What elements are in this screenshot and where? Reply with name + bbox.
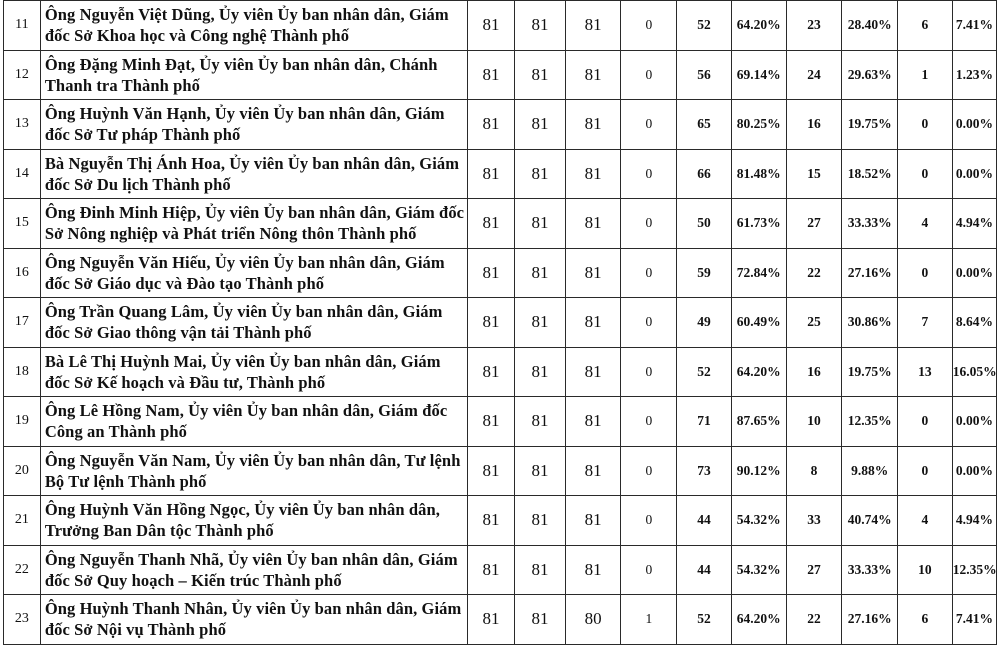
vote-results-sheet — [3, 0, 997, 645]
ballots-issued-cell: 81 — [515, 446, 565, 496]
confidence-pct-cell: 40.74% — [842, 496, 898, 546]
ballots-collected-cell: 81 — [565, 446, 621, 496]
total-delegates-cell: 81 — [467, 545, 514, 595]
high-confidence-pct-cell: 81.48% — [731, 149, 786, 199]
invalid-ballots-cell: 0 — [621, 446, 677, 496]
confidence-count-cell: 16 — [786, 347, 842, 397]
invalid-ballots-cell: 0 — [621, 545, 677, 595]
ballots-collected-cell: 81 — [565, 347, 621, 397]
name-position-cell: Ông Huỳnh Văn Hạnh, Ủy viên Ủy ban nhân dân, Giám đốc Sở Tư pháp Thành phố — [40, 100, 467, 150]
name-position-cell: Ông Huỳnh Văn Hồng Ngọc, Ủy viên Ủy ban nhân dân, Trưởng Ban Dân tộc Thành phố — [40, 496, 467, 546]
confidence-pct-cell: 27.16% — [842, 248, 898, 298]
confidence-pct-cell: 12.35% — [842, 397, 898, 447]
low-confidence-pct-cell: 16.05% — [952, 347, 996, 397]
total-delegates-cell: 81 — [467, 248, 514, 298]
name-position-cell: Ông Lê Hồng Nam, Ủy viên Ủy ban nhân dân, Giám đốc Công an Thành phố — [40, 397, 467, 447]
total-delegates-cell: 81 — [467, 199, 514, 249]
confidence-pct-cell: 28.40% — [842, 1, 898, 51]
low-confidence-pct-cell: 0.00% — [952, 248, 996, 298]
confidence-count-cell: 27 — [786, 199, 842, 249]
total-delegates-cell: 81 — [467, 50, 514, 100]
confidence-count-cell: 22 — [786, 248, 842, 298]
invalid-ballots-cell: 0 — [621, 149, 677, 199]
table-row — [4, 1, 997, 51]
ballots-issued-cell: 81 — [515, 347, 565, 397]
high-confidence-count-cell: 52 — [677, 595, 732, 645]
row-number-cell: 20 — [4, 446, 41, 496]
table-row — [4, 50, 997, 100]
confidence-pct-cell: 27.16% — [842, 595, 898, 645]
ballots-collected-cell: 81 — [565, 248, 621, 298]
confidence-pct-cell: 19.75% — [842, 100, 898, 150]
confidence-pct-cell: 19.75% — [842, 347, 898, 397]
row-number-cell: 22 — [4, 545, 41, 595]
row-number-cell: 17 — [4, 298, 41, 348]
low-confidence-count-cell: 6 — [898, 1, 953, 51]
table-row — [4, 199, 997, 249]
confidence-count-cell: 33 — [786, 496, 842, 546]
confidence-count-cell: 15 — [786, 149, 842, 199]
ballots-issued-cell: 81 — [515, 199, 565, 249]
high-confidence-pct-cell: 54.32% — [731, 545, 786, 595]
low-confidence-pct-cell: 0.00% — [952, 100, 996, 150]
high-confidence-count-cell: 56 — [677, 50, 732, 100]
low-confidence-pct-cell: 1.23% — [952, 50, 996, 100]
name-position-cell: Ông Nguyễn Thanh Nhã, Ủy viên Ủy ban nhân dân, Giám đốc Sở Quy hoạch – Kiến trúc Thành phố — [40, 545, 467, 595]
high-confidence-pct-cell: 64.20% — [731, 1, 786, 51]
high-confidence-count-cell: 44 — [677, 496, 732, 546]
invalid-ballots-cell: 0 — [621, 347, 677, 397]
name-position-cell: Bà Nguyễn Thị Ánh Hoa, Ủy viên Ủy ban nhân dân, Giám đốc Sở Du lịch Thành phố — [40, 149, 467, 199]
low-confidence-pct-cell: 0.00% — [952, 149, 996, 199]
low-confidence-pct-cell: 0.00% — [952, 397, 996, 447]
ballots-issued-cell: 81 — [515, 595, 565, 645]
table-row — [4, 545, 997, 595]
confidence-pct-cell: 33.33% — [842, 199, 898, 249]
low-confidence-count-cell: 4 — [898, 496, 953, 546]
total-delegates-cell: 81 — [467, 397, 514, 447]
confidence-pct-cell: 29.63% — [842, 50, 898, 100]
high-confidence-count-cell: 73 — [677, 446, 732, 496]
ballots-collected-cell: 81 — [565, 50, 621, 100]
ballots-issued-cell: 81 — [515, 149, 565, 199]
low-confidence-count-cell: 0 — [898, 100, 953, 150]
low-confidence-count-cell: 0 — [898, 446, 953, 496]
confidence-pct-cell: 30.86% — [842, 298, 898, 348]
invalid-ballots-cell: 0 — [621, 397, 677, 447]
ballots-issued-cell: 81 — [515, 496, 565, 546]
row-number-cell: 16 — [4, 248, 41, 298]
confidence-pct-cell: 33.33% — [842, 545, 898, 595]
name-position-cell: Ông Đặng Minh Đạt, Ủy viên Ủy ban nhân dân, Chánh Thanh tra Thành phố — [40, 50, 467, 100]
confidence-count-cell: 16 — [786, 100, 842, 150]
name-position-cell: Ông Đinh Minh Hiệp, Ủy viên Ủy ban nhân dân, Giám đốc Sở Nông nghiệp và Phát triển Nông thôn Thành phố — [40, 199, 467, 249]
confidence-pct-cell: 18.52% — [842, 149, 898, 199]
ballots-collected-cell: 81 — [565, 100, 621, 150]
high-confidence-count-cell: 71 — [677, 397, 732, 447]
low-confidence-count-cell: 13 — [898, 347, 953, 397]
ballots-collected-cell: 81 — [565, 545, 621, 595]
invalid-ballots-cell: 0 — [621, 100, 677, 150]
table-row — [4, 100, 997, 150]
row-number-cell: 23 — [4, 595, 41, 645]
confidence-count-cell: 8 — [786, 446, 842, 496]
name-position-cell: Ông Nguyễn Việt Dũng, Ủy viên Ủy ban nhân dân, Giám đốc Sở Khoa học và Công nghệ Thành phố — [40, 1, 467, 51]
ballots-issued-cell: 81 — [515, 397, 565, 447]
invalid-ballots-cell: 0 — [621, 298, 677, 348]
low-confidence-count-cell: 1 — [898, 50, 953, 100]
ballots-collected-cell: 81 — [565, 149, 621, 199]
ballots-issued-cell: 81 — [515, 100, 565, 150]
ballots-issued-cell: 81 — [515, 50, 565, 100]
row-number-cell: 15 — [4, 199, 41, 249]
name-position-cell: Bà Lê Thị Huỳnh Mai, Ủy viên Ủy ban nhân dân, Giám đốc Sở Kế hoạch và Đầu tư, Thành phố — [40, 347, 467, 397]
confidence-pct-cell: 9.88% — [842, 446, 898, 496]
high-confidence-pct-cell: 90.12% — [731, 446, 786, 496]
ballots-issued-cell: 81 — [515, 298, 565, 348]
total-delegates-cell: 81 — [467, 149, 514, 199]
total-delegates-cell: 81 — [467, 496, 514, 546]
high-confidence-count-cell: 65 — [677, 100, 732, 150]
row-number-cell: 18 — [4, 347, 41, 397]
confidence-vote-table — [3, 0, 997, 645]
ballots-collected-cell: 80 — [565, 595, 621, 645]
total-delegates-cell: 81 — [467, 100, 514, 150]
invalid-ballots-cell: 0 — [621, 248, 677, 298]
ballots-issued-cell: 81 — [515, 248, 565, 298]
high-confidence-count-cell: 66 — [677, 149, 732, 199]
ballots-collected-cell: 81 — [565, 496, 621, 546]
total-delegates-cell: 81 — [467, 298, 514, 348]
confidence-count-cell: 23 — [786, 1, 842, 51]
low-confidence-count-cell: 0 — [898, 397, 953, 447]
high-confidence-pct-cell: 54.32% — [731, 496, 786, 546]
table-row — [4, 347, 997, 397]
table-body — [4, 1, 997, 645]
low-confidence-count-cell: 10 — [898, 545, 953, 595]
row-number-cell: 21 — [4, 496, 41, 546]
low-confidence-count-cell: 0 — [898, 248, 953, 298]
low-confidence-count-cell: 4 — [898, 199, 953, 249]
high-confidence-pct-cell: 64.20% — [731, 595, 786, 645]
table-row — [4, 446, 997, 496]
high-confidence-pct-cell: 72.84% — [731, 248, 786, 298]
high-confidence-count-cell: 52 — [677, 1, 732, 51]
low-confidence-pct-cell: 7.41% — [952, 595, 996, 645]
low-confidence-count-cell: 6 — [898, 595, 953, 645]
name-position-cell: Ông Nguyễn Văn Hiếu, Ủy viên Ủy ban nhân dân, Giám đốc Sở Giáo dục và Đào tạo Thành phố — [40, 248, 467, 298]
low-confidence-count-cell: 0 — [898, 149, 953, 199]
low-confidence-pct-cell: 8.64% — [952, 298, 996, 348]
row-number-cell: 13 — [4, 100, 41, 150]
high-confidence-pct-cell: 60.49% — [731, 298, 786, 348]
high-confidence-pct-cell: 69.14% — [731, 50, 786, 100]
low-confidence-pct-cell: 12.35% — [952, 545, 996, 595]
row-number-cell: 19 — [4, 397, 41, 447]
confidence-count-cell: 10 — [786, 397, 842, 447]
invalid-ballots-cell: 0 — [621, 199, 677, 249]
table-row — [4, 248, 997, 298]
total-delegates-cell: 81 — [467, 1, 514, 51]
table-row — [4, 298, 997, 348]
invalid-ballots-cell: 1 — [621, 595, 677, 645]
ballots-issued-cell: 81 — [515, 1, 565, 51]
ballots-collected-cell: 81 — [565, 397, 621, 447]
high-confidence-count-cell: 59 — [677, 248, 732, 298]
row-number-cell: 12 — [4, 50, 41, 100]
name-position-cell: Ông Nguyễn Văn Nam, Ủy viên Ủy ban nhân dân, Tư lệnh Bộ Tư lệnh Thành phố — [40, 446, 467, 496]
table-row — [4, 149, 997, 199]
table-row — [4, 595, 997, 645]
low-confidence-pct-cell: 7.41% — [952, 1, 996, 51]
high-confidence-pct-cell: 64.20% — [731, 347, 786, 397]
low-confidence-pct-cell: 4.94% — [952, 199, 996, 249]
table-row — [4, 397, 997, 447]
total-delegates-cell: 81 — [467, 446, 514, 496]
confidence-count-cell: 22 — [786, 595, 842, 645]
confidence-count-cell: 24 — [786, 50, 842, 100]
low-confidence-count-cell: 7 — [898, 298, 953, 348]
high-confidence-pct-cell: 87.65% — [731, 397, 786, 447]
ballots-issued-cell: 81 — [515, 545, 565, 595]
table-row — [4, 496, 997, 546]
name-position-cell: Ông Trần Quang Lâm, Ủy viên Ủy ban nhân dân, Giám đốc Sở Giao thông vận tải Thành phố — [40, 298, 467, 348]
high-confidence-pct-cell: 80.25% — [731, 100, 786, 150]
ballots-collected-cell: 81 — [565, 298, 621, 348]
row-number-cell: 11 — [4, 1, 41, 51]
name-position-cell: Ông Huỳnh Thanh Nhân, Ủy viên Ủy ban nhân dân, Giám đốc Sở Nội vụ Thành phố — [40, 595, 467, 645]
low-confidence-pct-cell: 4.94% — [952, 496, 996, 546]
invalid-ballots-cell: 0 — [621, 1, 677, 51]
ballots-collected-cell: 81 — [565, 199, 621, 249]
high-confidence-count-cell: 52 — [677, 347, 732, 397]
high-confidence-count-cell: 50 — [677, 199, 732, 249]
ballots-collected-cell: 81 — [565, 1, 621, 51]
confidence-count-cell: 25 — [786, 298, 842, 348]
low-confidence-pct-cell: 0.00% — [952, 446, 996, 496]
invalid-ballots-cell: 0 — [621, 496, 677, 546]
high-confidence-count-cell: 44 — [677, 545, 732, 595]
row-number-cell: 14 — [4, 149, 41, 199]
total-delegates-cell: 81 — [467, 347, 514, 397]
invalid-ballots-cell: 0 — [621, 50, 677, 100]
high-confidence-pct-cell: 61.73% — [731, 199, 786, 249]
total-delegates-cell: 81 — [467, 595, 514, 645]
confidence-count-cell: 27 — [786, 545, 842, 595]
high-confidence-count-cell: 49 — [677, 298, 732, 348]
